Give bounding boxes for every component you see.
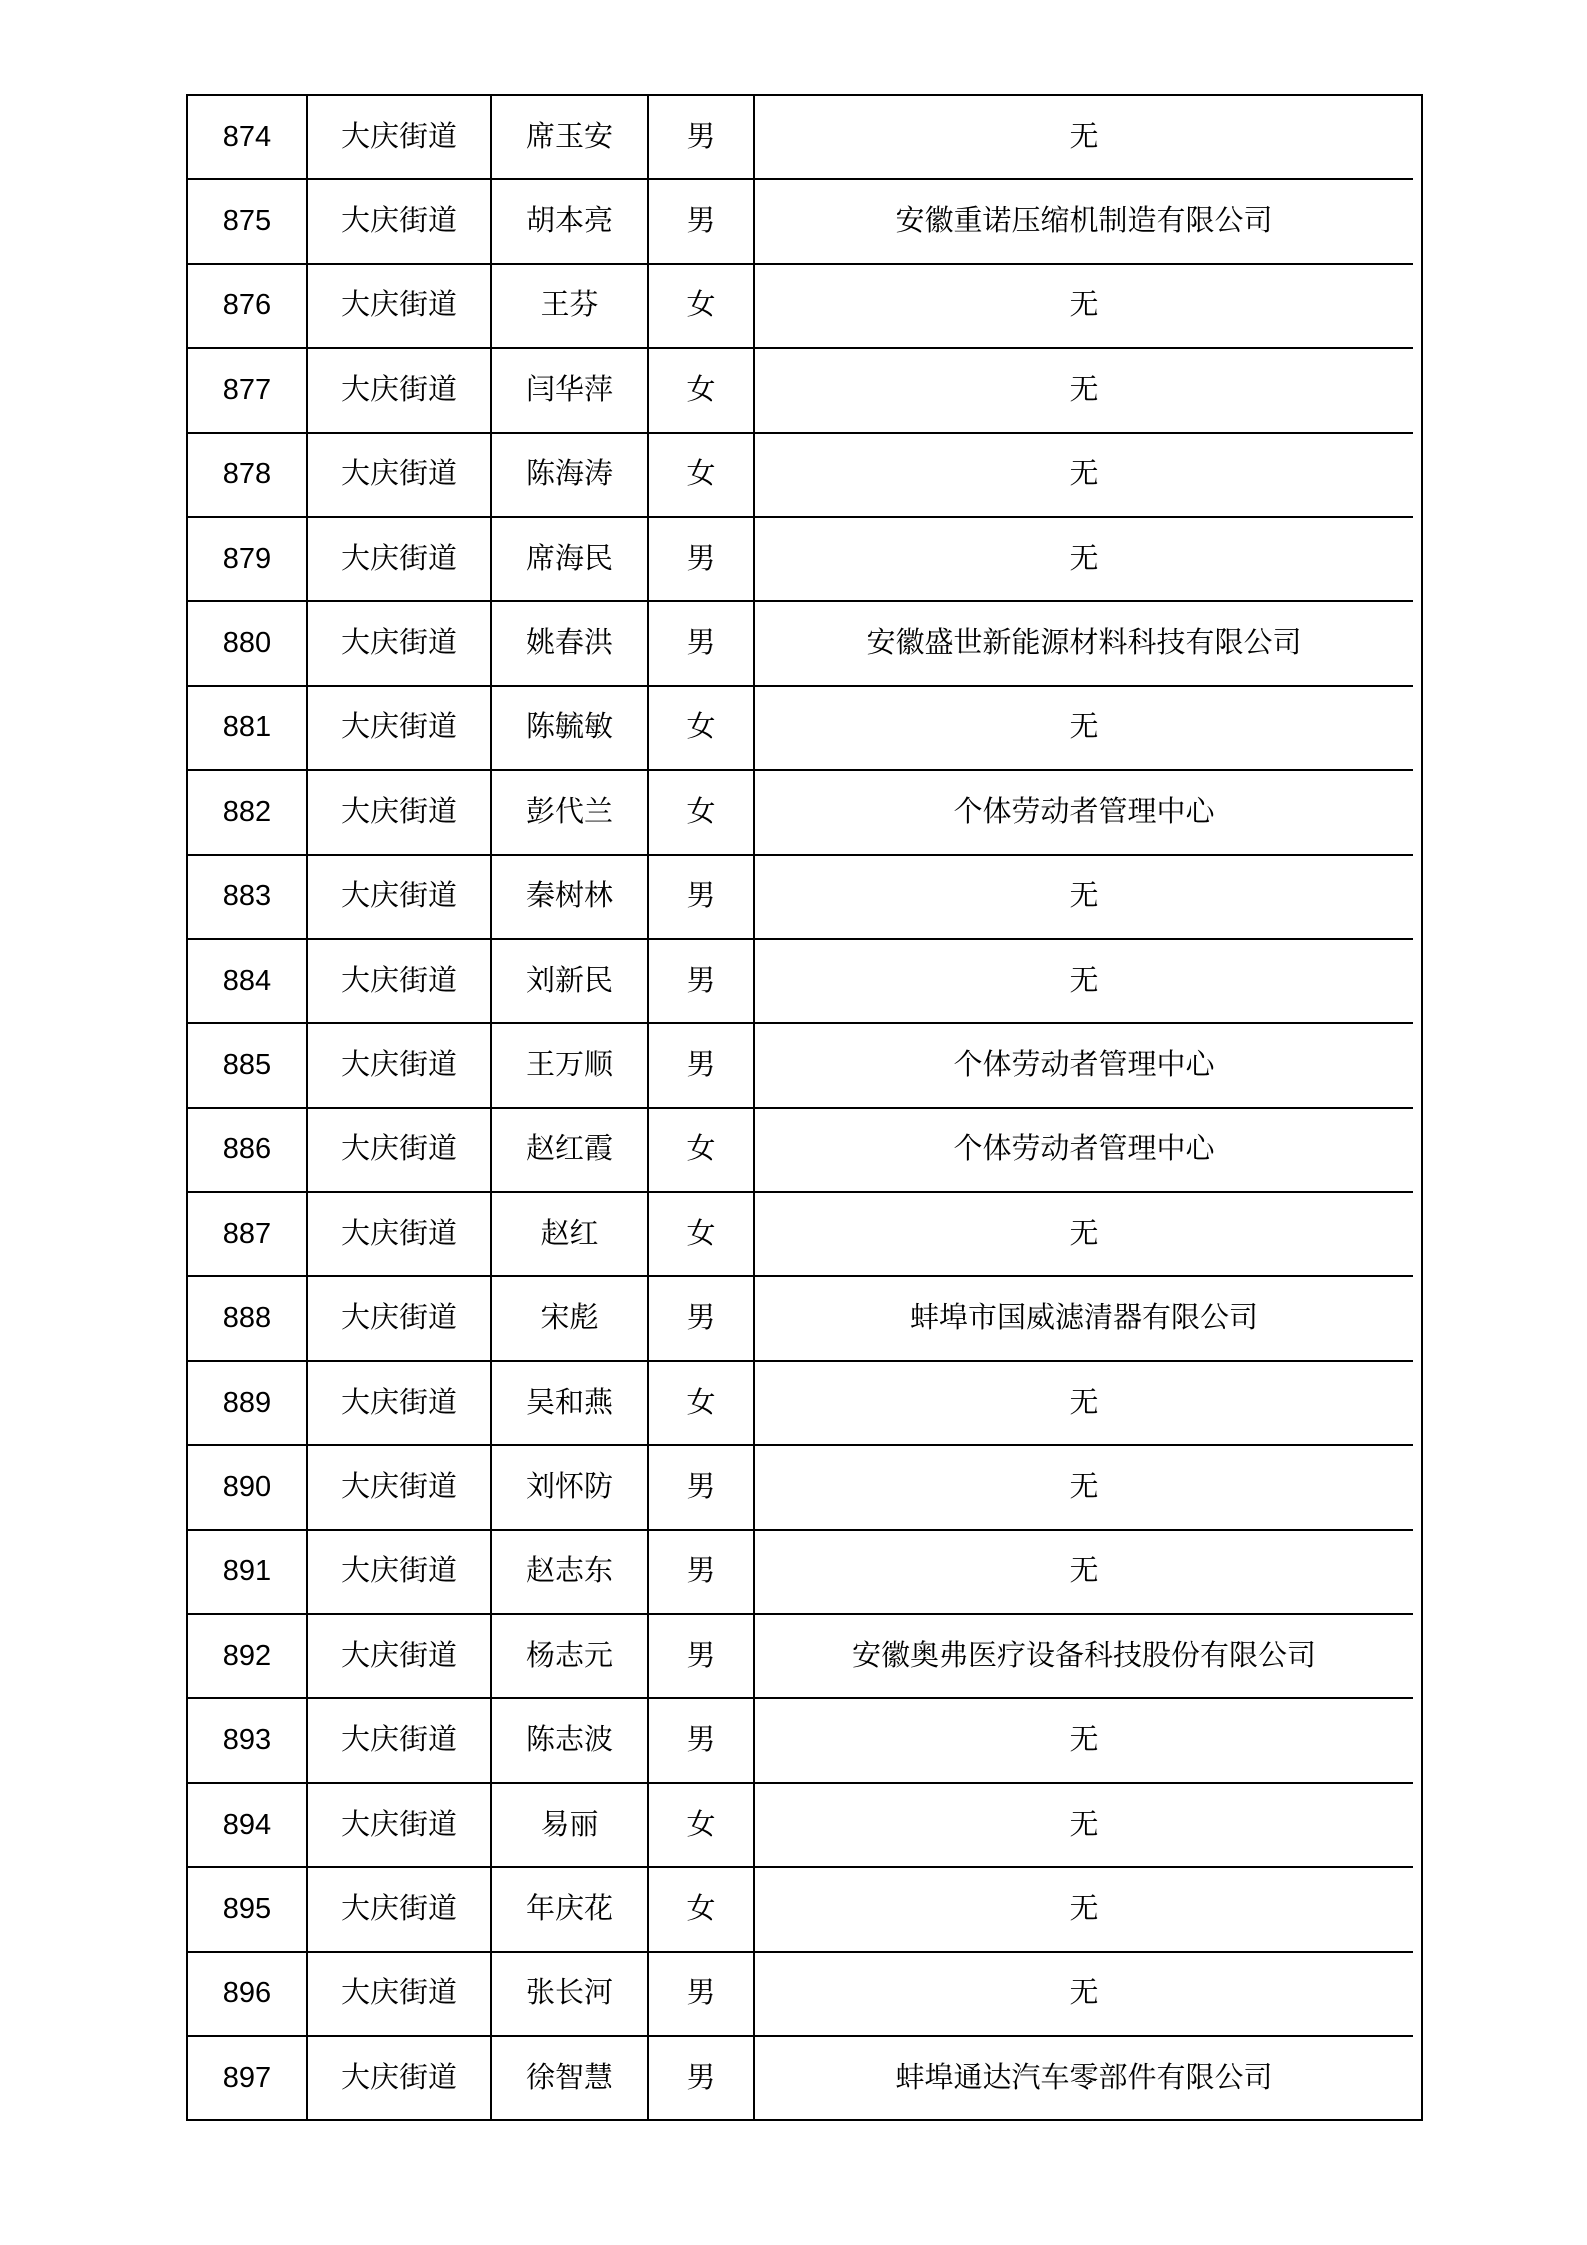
gender-cell: 男 [649, 2037, 755, 2119]
row-number-cell: 892 [188, 1615, 308, 1699]
street-cell: 大庆街道 [308, 1193, 492, 1277]
employer-cell: 无 [755, 518, 1413, 602]
gender-cell: 女 [649, 434, 755, 518]
gender-cell: 女 [649, 1362, 755, 1446]
row-number-cell: 890 [188, 1446, 308, 1530]
gender-cell: 男 [649, 940, 755, 1024]
row-number-cell: 894 [188, 1784, 308, 1868]
row-number-cell: 883 [188, 856, 308, 940]
street-cell: 大庆街道 [308, 1531, 492, 1615]
person-name-cell: 胡本亮 [492, 180, 649, 264]
street-cell: 大庆街道 [308, 434, 492, 518]
table-row [188, 96, 1421, 180]
street-cell: 大庆街道 [308, 1362, 492, 1446]
row-number-cell: 895 [188, 1868, 308, 1952]
gender-cell: 女 [649, 687, 755, 771]
table-row [188, 602, 1421, 686]
street-cell: 大庆街道 [308, 940, 492, 1024]
table-row [188, 771, 1421, 855]
gender-cell: 女 [649, 1193, 755, 1277]
table-row [188, 940, 1421, 1024]
table-row [188, 687, 1421, 771]
table-row [188, 1868, 1421, 1952]
person-name-cell: 吴和燕 [492, 1362, 649, 1446]
person-name-cell: 易丽 [492, 1784, 649, 1868]
employer-cell: 无 [755, 1446, 1413, 1530]
street-cell: 大庆街道 [308, 1868, 492, 1952]
row-number-cell: 880 [188, 602, 308, 686]
street-cell: 大庆街道 [308, 1784, 492, 1868]
gender-cell: 男 [649, 1531, 755, 1615]
row-number-cell: 891 [188, 1531, 308, 1615]
row-number-cell: 896 [188, 1953, 308, 2037]
table-row [188, 1193, 1421, 1277]
street-cell: 大庆街道 [308, 96, 492, 180]
person-name-cell: 杨志元 [492, 1615, 649, 1699]
gender-cell: 男 [649, 1699, 755, 1783]
street-cell: 大庆街道 [308, 180, 492, 264]
table-row [188, 349, 1421, 433]
person-name-cell: 刘怀防 [492, 1446, 649, 1530]
row-number-cell: 885 [188, 1024, 308, 1108]
table-row [188, 434, 1421, 518]
employer-cell: 蚌埠市国威滤清器有限公司 [755, 1277, 1413, 1361]
row-number-cell: 878 [188, 434, 308, 518]
employer-cell: 无 [755, 1362, 1413, 1446]
street-cell: 大庆街道 [308, 856, 492, 940]
employer-cell: 安徽盛世新能源材料科技有限公司 [755, 602, 1413, 686]
row-number-cell: 897 [188, 2037, 308, 2119]
employer-cell: 安徽奥弗医疗设备科技股份有限公司 [755, 1615, 1413, 1699]
person-name-cell: 陈海涛 [492, 434, 649, 518]
row-number-cell: 887 [188, 1193, 308, 1277]
person-name-cell: 刘新民 [492, 940, 649, 1024]
row-number-cell: 882 [188, 771, 308, 855]
street-cell: 大庆街道 [308, 1446, 492, 1530]
table-row [188, 1699, 1421, 1783]
employer-cell: 无 [755, 434, 1413, 518]
row-number-cell: 889 [188, 1362, 308, 1446]
person-name-cell: 席海民 [492, 518, 649, 602]
employer-cell: 无 [755, 856, 1413, 940]
table-row [188, 1024, 1421, 1108]
employer-cell: 无 [755, 1193, 1413, 1277]
person-name-cell: 秦树林 [492, 856, 649, 940]
gender-cell: 男 [649, 180, 755, 264]
street-cell: 大庆街道 [308, 1615, 492, 1699]
table-row [188, 856, 1421, 940]
street-cell: 大庆街道 [308, 1024, 492, 1108]
gender-cell: 男 [649, 1446, 755, 1530]
person-name-cell: 王万顺 [492, 1024, 649, 1108]
employer-cell: 个体劳动者管理中心 [755, 771, 1413, 855]
street-cell: 大庆街道 [308, 1953, 492, 2037]
street-cell: 大庆街道 [308, 771, 492, 855]
employer-cell: 无 [755, 265, 1413, 349]
table-row [188, 2037, 1421, 2119]
street-cell: 大庆街道 [308, 518, 492, 602]
roster-table [186, 94, 1423, 2121]
person-name-cell: 宋彪 [492, 1277, 649, 1361]
table-row [188, 1109, 1421, 1193]
gender-cell: 男 [649, 518, 755, 602]
table-row [188, 1784, 1421, 1868]
gender-cell: 男 [649, 96, 755, 180]
employer-cell: 个体劳动者管理中心 [755, 1024, 1413, 1108]
table-row [188, 1615, 1421, 1699]
employer-cell: 安徽重诺压缩机制造有限公司 [755, 180, 1413, 264]
employer-cell: 无 [755, 1784, 1413, 1868]
employer-cell: 无 [755, 940, 1413, 1024]
table-row [188, 1362, 1421, 1446]
table-row [188, 1277, 1421, 1361]
person-name-cell: 年庆花 [492, 1868, 649, 1952]
table-row [188, 518, 1421, 602]
employer-cell: 蚌埠通达汽车零部件有限公司 [895, 2061, 1273, 2094]
row-number-cell: 875 [188, 180, 308, 264]
table-row [188, 1446, 1421, 1530]
person-name-cell: 陈毓敏 [492, 687, 649, 771]
street-cell: 大庆街道 [308, 1109, 492, 1193]
employer-cell: 无 [755, 1531, 1413, 1615]
gender-cell: 男 [649, 602, 755, 686]
person-name-cell: 陈志波 [492, 1699, 649, 1783]
person-name-cell: 徐智慧 [492, 2037, 649, 2119]
gender-cell: 男 [649, 856, 755, 940]
street-cell: 大庆街道 [308, 265, 492, 349]
gender-cell: 男 [649, 1024, 755, 1108]
person-name-cell: 王芬 [492, 265, 649, 349]
person-name-cell: 赵红霞 [492, 1109, 649, 1193]
street-cell: 大庆街道 [308, 602, 492, 686]
person-name-cell: 赵红 [492, 1193, 649, 1277]
row-number-cell: 886 [188, 1109, 308, 1193]
row-number-cell: 876 [188, 265, 308, 349]
employer-cell: 无 [755, 1868, 1413, 1952]
employer-cell: 无 [755, 687, 1413, 771]
employer-cell: 无 [755, 1953, 1413, 2037]
street-cell: 大庆街道 [308, 1277, 492, 1361]
gender-cell: 男 [649, 1277, 755, 1361]
row-number-cell: 888 [188, 1277, 308, 1361]
gender-cell: 女 [649, 349, 755, 433]
gender-cell: 男 [649, 1615, 755, 1699]
gender-cell: 女 [649, 1784, 755, 1868]
person-name-cell: 闫华萍 [492, 349, 649, 433]
row-number-cell: 877 [188, 349, 308, 433]
row-number-cell: 879 [188, 518, 308, 602]
row-number-cell: 884 [188, 940, 308, 1024]
gender-cell: 女 [649, 265, 755, 349]
row-number-cell: 874 [188, 96, 308, 180]
gender-cell: 女 [649, 771, 755, 855]
employer-cell: 无 [755, 96, 1413, 180]
person-name-cell: 赵志东 [492, 1531, 649, 1615]
table-row [188, 180, 1421, 264]
gender-cell: 女 [649, 1868, 755, 1952]
street-cell: 大庆街道 [308, 2037, 492, 2119]
person-name-cell: 彭代兰 [492, 771, 649, 855]
gender-cell: 男 [649, 1953, 755, 2037]
row-number-cell: 881 [188, 687, 308, 771]
person-name-cell: 席玉安 [492, 96, 649, 180]
street-cell: 大庆街道 [308, 687, 492, 771]
street-cell: 大庆街道 [308, 349, 492, 433]
employer-cell: 无 [755, 349, 1413, 433]
table-row [188, 265, 1421, 349]
employer-cell: 个体劳动者管理中心 [755, 1109, 1413, 1193]
person-name-cell: 张长河 [492, 1953, 649, 2037]
row-number-cell: 893 [188, 1699, 308, 1783]
table-row [188, 1953, 1421, 2037]
employer-cell: 无 [755, 1699, 1413, 1783]
table-row [188, 1531, 1421, 1615]
gender-cell: 女 [649, 1109, 755, 1193]
person-name-cell: 姚春洪 [492, 602, 649, 686]
street-cell: 大庆街道 [308, 1699, 492, 1783]
